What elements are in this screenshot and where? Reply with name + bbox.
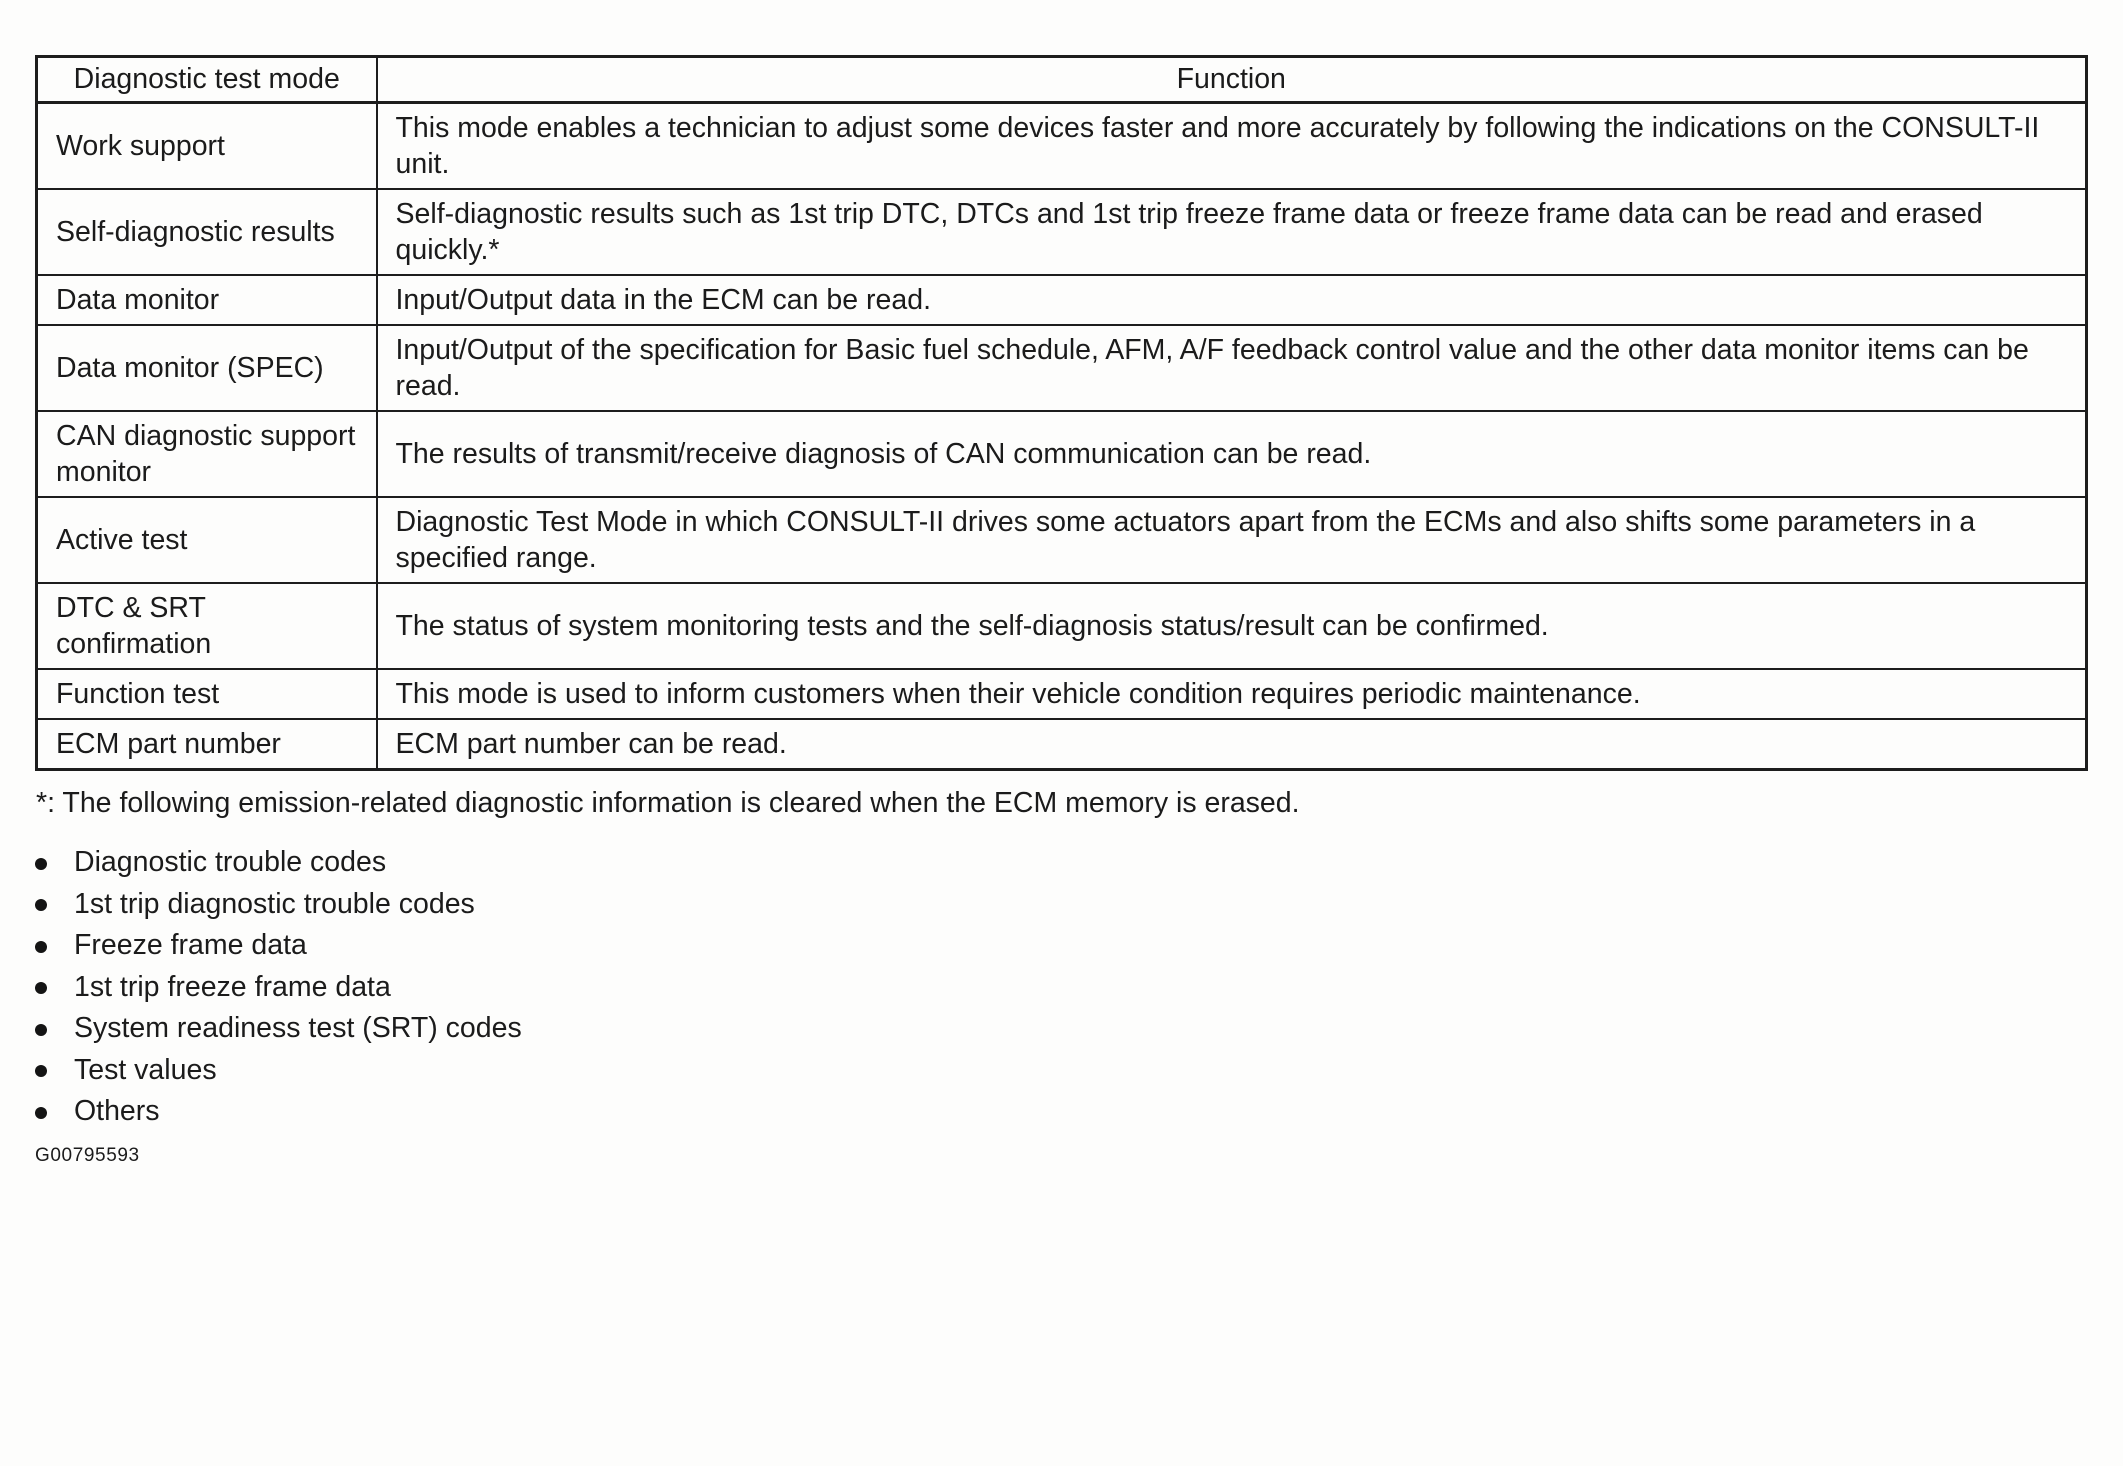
diagnostic-mode-cell: DTC & SRT confirmation <box>37 583 377 669</box>
function-cell: ECM part number can be read. <box>377 719 2087 770</box>
table-row <box>37 583 2087 669</box>
figure-id: G00795593 <box>35 1144 140 1166</box>
table-row <box>37 411 2087 497</box>
diagnostic-mode-cell: Work support <box>37 103 377 190</box>
table-row <box>37 497 2087 583</box>
table-row <box>37 189 2087 275</box>
diagnostic-mode-cell: Data monitor <box>37 275 377 325</box>
list-item <box>35 967 2090 1009</box>
diagnostic-mode-cell: Function test <box>37 669 377 719</box>
list-item-label: System readiness test (SRT) codes <box>74 1012 522 1045</box>
list-item <box>35 842 2090 884</box>
table-row <box>37 103 2087 190</box>
function-cell: Self-diagnostic results such as 1st trip DTC, DTCs and 1st trip freeze frame data or freeze frame data can be read and erased quickly.* <box>377 189 2087 275</box>
bullet-icon <box>35 1024 47 1036</box>
table-row <box>37 669 2087 719</box>
list-item-label: 1st trip diagnostic trouble codes <box>74 887 475 920</box>
table-row <box>37 719 2087 770</box>
column-header-function: Function <box>377 57 2087 103</box>
diagnostic-mode-cell: Self-diagnostic results <box>37 189 377 275</box>
function-cell: The status of system monitoring tests and the self-diagnosis status/result can be confirmed. <box>377 583 2087 669</box>
diagnostic-mode-cell: Active test <box>37 497 377 583</box>
bullet-icon <box>35 858 47 870</box>
list-item-label: Others <box>74 1095 160 1128</box>
list-item-label: Freeze frame data <box>74 929 307 962</box>
function-cell: The results of transmit/receive diagnosis of CAN communication can be read. <box>377 411 2087 497</box>
function-cell: Input/Output of the specification for Basic fuel schedule, AFM, A/F feedback control value and the other data monitor items can be read. <box>377 325 2087 411</box>
list-item-label: 1st trip freeze frame data <box>74 970 391 1003</box>
bullet-icon <box>35 1107 47 1119</box>
diagnostic-mode-cell: CAN diagnostic support monitor <box>37 411 377 497</box>
table-row <box>37 325 2087 411</box>
bullet-icon <box>35 1065 47 1077</box>
bullet-icon <box>35 941 47 953</box>
list-item-label: Diagnostic trouble codes <box>74 846 387 879</box>
table-row <box>37 275 2087 325</box>
list-item <box>35 884 2090 926</box>
list-item <box>35 1091 2090 1133</box>
function-cell: Diagnostic Test Mode in which CONSULT-II drives some actuators apart from the ECMs and also shifts some parameters in a specified range. <box>377 497 2087 583</box>
table-header-row <box>37 57 2087 103</box>
diagnostic-mode-cell: Data monitor (SPEC) <box>37 325 377 411</box>
function-cell: This mode enables a technician to adjust some devices faster and more accurately by following the indications on the CONSULT-II unit. <box>377 103 2087 190</box>
bullet-icon <box>35 899 47 911</box>
footnote-text: *: The following emission-related diagnostic information is cleared when the ECM memory is erased. <box>36 787 1300 819</box>
diagnostic-mode-cell: ECM part number <box>37 719 377 770</box>
function-cell: Input/Output data in the ECM can be read. <box>377 275 2087 325</box>
diagnostic-test-mode-table <box>35 55 2088 771</box>
list-item <box>35 925 2090 967</box>
emission-info-bullet-list <box>35 842 2090 1133</box>
list-item-label: Test values <box>74 1053 217 1086</box>
bullet-icon <box>35 982 47 994</box>
column-header-diagnostic-test-mode: Diagnostic test mode <box>37 57 377 103</box>
list-item <box>35 1008 2090 1050</box>
list-item <box>35 1050 2090 1092</box>
function-cell: This mode is used to inform customers when their vehicle condition requires periodic maintenance. <box>377 669 2087 719</box>
